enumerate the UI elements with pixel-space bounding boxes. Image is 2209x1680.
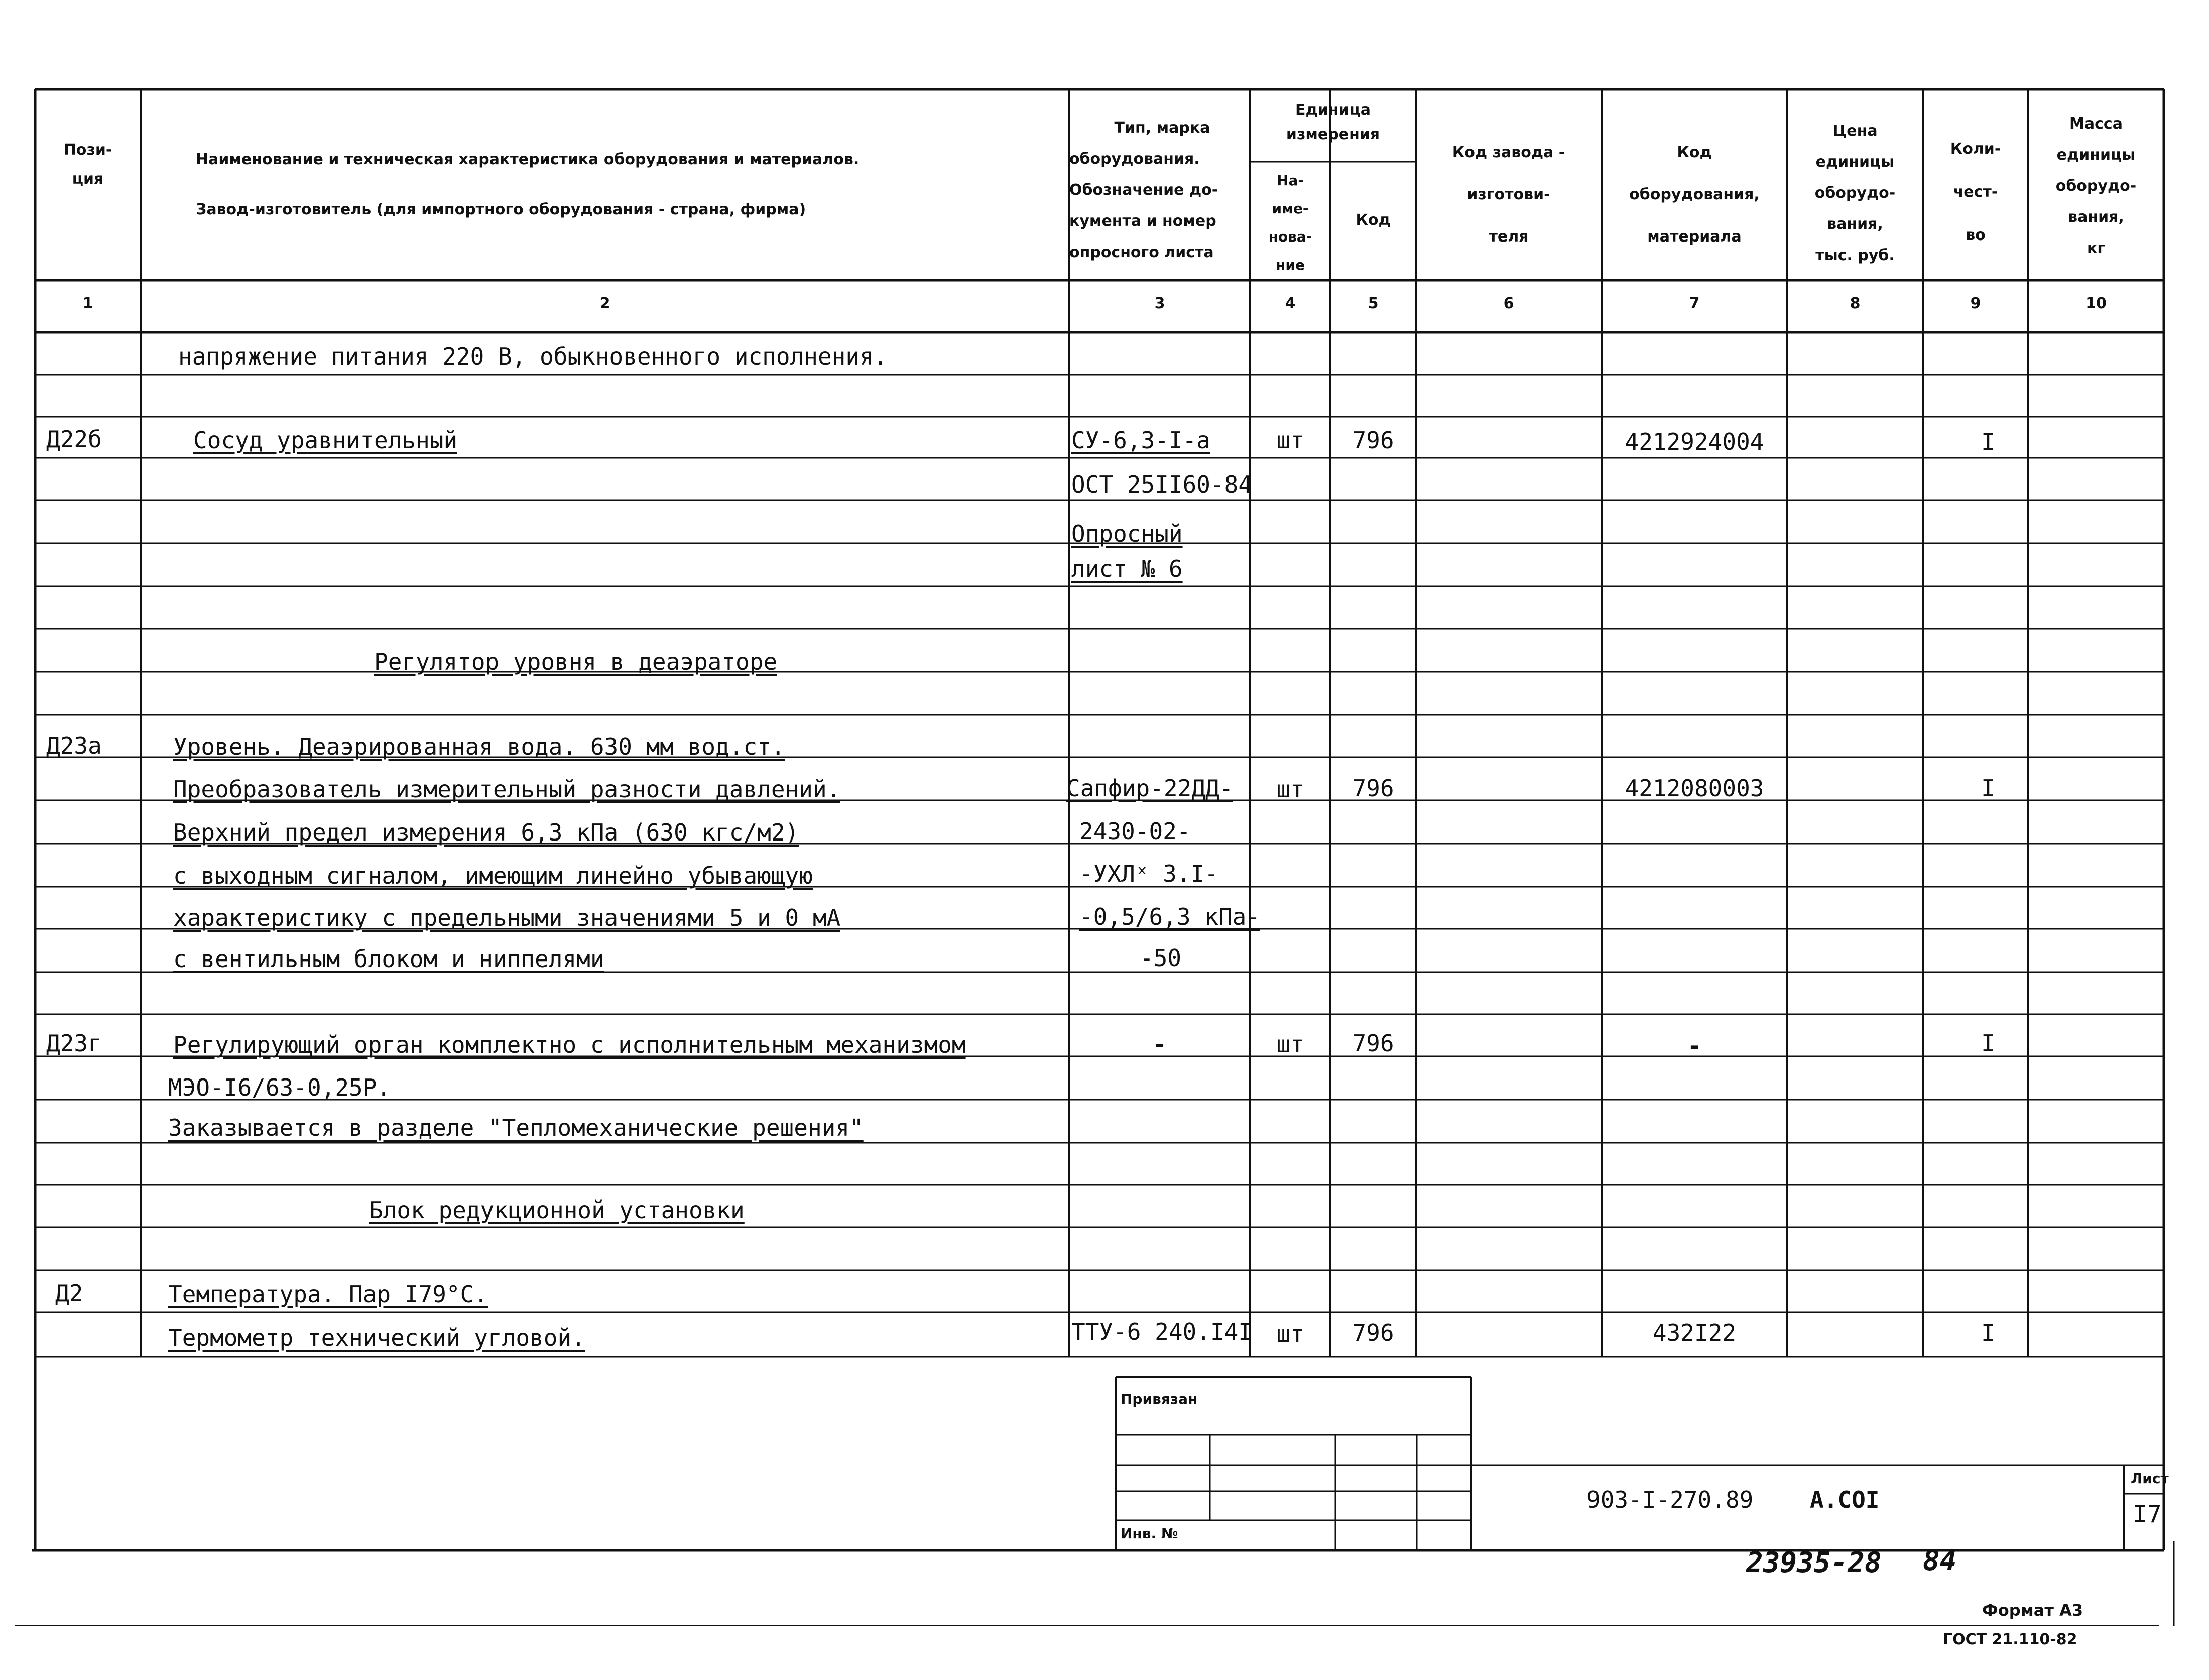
cell-quantity: I bbox=[1981, 1319, 1995, 1346]
cell-material-code: 4212080003 bbox=[1625, 775, 1764, 802]
column-number: 10 bbox=[2085, 295, 2107, 312]
header-unit-group-line: измерения bbox=[1286, 126, 1380, 143]
header-unit-group-line: Единица bbox=[1295, 101, 1371, 119]
header-unit-name-line: име- bbox=[1272, 200, 1309, 217]
header-equipment-code bbox=[1602, 132, 1787, 258]
header-price-line: единицы bbox=[1815, 153, 1895, 171]
header-type-line: Обозначение до- bbox=[1069, 181, 1218, 199]
cell-quantity: I bbox=[1981, 428, 1995, 455]
header-quantity bbox=[1923, 128, 2028, 257]
cell-name: МЭО-I6/63-0,25Р. bbox=[168, 1074, 391, 1101]
cell-name: Заказывается в разделе "Тепломеханические решения" bbox=[168, 1114, 864, 1141]
cell-name: напряжение питания 220 В, обыкновенного исполнения. bbox=[178, 343, 888, 370]
header-mass-line: вания, bbox=[2068, 208, 2124, 226]
cell-name: Сосуд уравнительный bbox=[193, 427, 458, 454]
document-suffix: А.СОI bbox=[1810, 1486, 1880, 1513]
cell-type: Сапфир-22ДД- bbox=[1066, 775, 1234, 802]
archive-stamp-page: 84 bbox=[1923, 1544, 1957, 1577]
header-price-line: вания, bbox=[1827, 215, 1883, 233]
header-position-line: ция bbox=[72, 170, 104, 188]
sheet-label: Лист bbox=[2131, 1470, 2169, 1487]
header-mass bbox=[2028, 108, 2164, 264]
cell-name: с выходным сигналом, имеющим линейно убывающую bbox=[173, 862, 813, 889]
header-quantity-line: чест- bbox=[1953, 183, 1998, 201]
cell-unit: шт bbox=[1276, 1031, 1304, 1058]
inventory-number-label: Инв. № bbox=[1121, 1525, 1178, 1542]
header-name bbox=[196, 135, 1049, 235]
header-type-line: оборудования. bbox=[1069, 150, 1200, 168]
cell-type: -50 bbox=[1140, 944, 1182, 972]
header-unit-group bbox=[1250, 98, 1416, 147]
cell-material-code: - bbox=[1687, 1032, 1701, 1059]
format-label: Формат А3 bbox=[1982, 1601, 2083, 1620]
header-type-line: опросного листа bbox=[1069, 244, 1214, 261]
cell-type: -0,5/6,3 кПа- bbox=[1079, 903, 1261, 930]
header-equipment-code-line: Код bbox=[1677, 144, 1712, 161]
cell-name: Уровень. Деаэрированная вода. 630 мм вод.ст. bbox=[173, 733, 785, 760]
cell-position: Д2 bbox=[55, 1280, 83, 1307]
cell-unit-code: 796 bbox=[1352, 775, 1394, 802]
cell-type: 2430-02- bbox=[1079, 818, 1191, 845]
header-mass-line: оборудо- bbox=[2055, 177, 2137, 195]
cell-quantity: I bbox=[1981, 775, 1995, 802]
header-price-line: Цена bbox=[1832, 122, 1878, 140]
cell-name: Термометр технический угловой. bbox=[168, 1324, 585, 1351]
cell-type: Опросный bbox=[1071, 520, 1183, 547]
cell-unit: шт bbox=[1276, 1320, 1304, 1347]
header-quantity-line: во bbox=[1966, 226, 1986, 244]
header-unit-name-line: ние bbox=[1276, 257, 1305, 273]
header-position-line: Пози- bbox=[63, 141, 112, 159]
column-number: 1 bbox=[82, 295, 93, 312]
column-number: 7 bbox=[1689, 295, 1700, 312]
sheet-number: I7 bbox=[2133, 1500, 2162, 1528]
cell-position: Д23а bbox=[46, 732, 102, 759]
cell-type: ТТУ-6 240.I4I bbox=[1071, 1318, 1253, 1345]
header-quantity-line: Коли- bbox=[1950, 140, 2001, 158]
document-code: 903-I-270.89 bbox=[1586, 1486, 1754, 1513]
cell-name: Регулирующий орган комплектно с исполнительным механизмом bbox=[173, 1031, 966, 1058]
cell-name: Верхний предел измерения 6,3 кПа (630 кгс/м2) bbox=[173, 819, 799, 846]
header-unit-name-line: На- bbox=[1277, 172, 1304, 189]
header-unit-name bbox=[1250, 167, 1330, 279]
header-type bbox=[1069, 112, 1255, 268]
column-number: 8 bbox=[1850, 295, 1861, 312]
cell-material-code: 4212924004 bbox=[1625, 428, 1764, 455]
column-number: 2 bbox=[599, 295, 610, 312]
header-unit-name-line: нова- bbox=[1268, 228, 1312, 245]
header-equipment-code-line: оборудования, bbox=[1629, 186, 1760, 203]
cell-position: Д23г bbox=[46, 1030, 102, 1057]
header-mass-line: Масса bbox=[2069, 115, 2123, 133]
header-plant-code-line: теля bbox=[1489, 228, 1529, 246]
cell-unit-code: 796 bbox=[1352, 427, 1394, 454]
cell-type: - bbox=[1153, 1031, 1167, 1058]
column-number: 9 bbox=[1970, 295, 1981, 312]
header-equipment-code-line: материала bbox=[1647, 228, 1742, 246]
cell-type: лист № 6 bbox=[1071, 555, 1183, 582]
cell-type: ОСТ 25II60-84 bbox=[1071, 471, 1253, 498]
column-number: 5 bbox=[1368, 295, 1379, 312]
bound-label: Привязан bbox=[1121, 1391, 1198, 1407]
cell-type: -УХЛˣ 3.I- bbox=[1079, 860, 1218, 887]
cell-unit: шт bbox=[1276, 776, 1304, 803]
cell-unit: шт bbox=[1276, 427, 1304, 454]
header-plant-code-line: изготови- bbox=[1467, 186, 1550, 203]
cell-name: с вентильным блоком и ниппелями bbox=[173, 945, 604, 973]
cell-position: Д22б bbox=[46, 426, 102, 453]
cell-quantity: I bbox=[1981, 1030, 1995, 1057]
cell-unit-code: 796 bbox=[1352, 1030, 1394, 1057]
cell-material-code: 432I22 bbox=[1652, 1319, 1737, 1346]
header-mass-line: кг bbox=[2087, 239, 2106, 257]
header-type-line: Тип, марка bbox=[1114, 119, 1210, 137]
header-plant-code bbox=[1416, 132, 1602, 258]
cell-name: Преобразователь измерительный разности давлений. bbox=[173, 776, 841, 803]
standard-label: ГОСТ 21.110-82 bbox=[1943, 1631, 2077, 1648]
header-plant-code-line: Код завода - bbox=[1452, 144, 1565, 161]
header-position bbox=[35, 136, 141, 194]
header-mass-line: единицы bbox=[2056, 146, 2136, 164]
header-name-line: Наименование и техническая характеристика оборудования и материалов. bbox=[196, 151, 860, 168]
column-number: 4 bbox=[1285, 295, 1296, 312]
header-name-line: Завод-изготовитель (для импортного оборудования - страна, фирма) bbox=[196, 201, 806, 218]
header-price-line: оборудо- bbox=[1814, 184, 1896, 202]
column-number: 3 bbox=[1154, 295, 1165, 312]
section-heading: Блок редукционной установки bbox=[369, 1196, 745, 1224]
header-type-line: кумента и номер bbox=[1069, 212, 1216, 230]
header-price-line: тыс. руб. bbox=[1815, 247, 1895, 264]
cell-unit-code: 796 bbox=[1352, 1319, 1394, 1346]
cell-type: СУ-6,3-I-а bbox=[1071, 427, 1210, 454]
cell-name: характеристику с предельными значениями 5 и 0 мА bbox=[173, 904, 841, 931]
header-unit-code: Код bbox=[1356, 211, 1391, 229]
header-price bbox=[1787, 115, 1923, 271]
cell-name: Температура. Пар I79°С. bbox=[168, 1281, 488, 1308]
section-heading: Регулятор уровня в деаэраторе bbox=[374, 648, 778, 675]
archive-stamp-number: 23935-28 bbox=[1746, 1546, 1882, 1579]
column-number: 6 bbox=[1503, 295, 1514, 312]
